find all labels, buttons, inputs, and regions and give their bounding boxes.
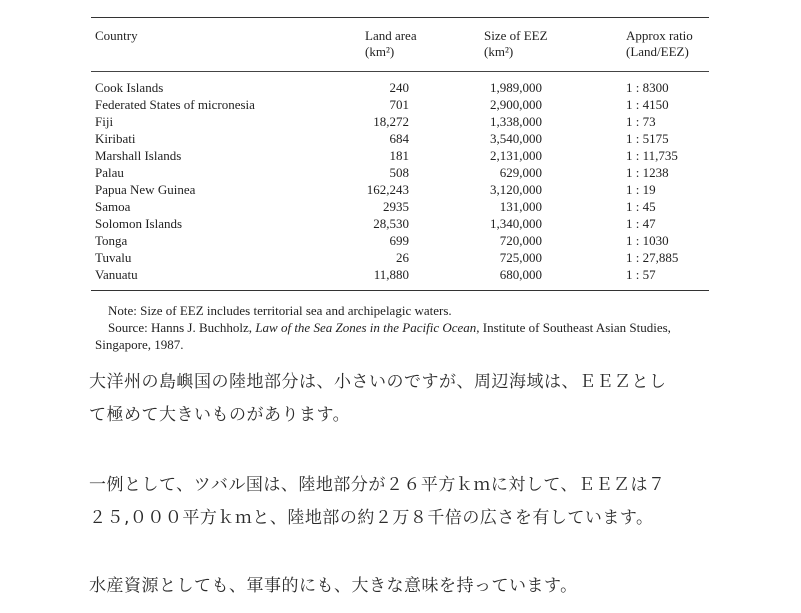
cell-land-area: 26 [396,250,409,265]
header-land-area: Land area (km²) [365,28,417,59]
header-eez: Size of EEZ (km²) [484,28,548,59]
cell-country: Cook Islands [95,80,164,95]
table-source-continued: Singapore, 1987. [95,337,184,352]
table-note: Note: Size of EEZ includes territorial sea and archipelagic waters. [108,303,452,318]
cell-land-area: 684 [389,131,409,146]
cell-ratio: 1 : 57 [626,267,656,282]
table-row [0,266,801,283]
cell-country: Tuvalu [95,250,132,265]
cell-country: Palau [95,165,124,180]
cell-ratio: 1 : 8300 [626,80,669,95]
cell-country: Vanuatu [95,267,138,282]
cell-eez: 3,120,000 [490,182,542,197]
table-top-rule [91,17,709,18]
cell-country: Federated States of micronesia [95,97,255,112]
cell-ratio: 1 : 19 [626,182,656,197]
cell-land-area: 508 [389,165,409,180]
cell-land-area: 2935 [383,199,409,214]
table-header-rule [91,71,709,72]
cell-country: Solomon Islands [95,216,183,231]
cell-eez: 680,000 [499,267,542,282]
header-country: Country [95,28,138,43]
cell-eez: 131,000 [499,199,542,214]
cell-ratio: 1 : 73 [626,114,656,129]
cell-eez: 2,900,000 [490,97,542,112]
table-bottom-rule [91,290,709,291]
cell-ratio: 1 : 4150 [626,97,669,112]
table-row [0,147,801,164]
cell-country: Samoa [95,199,131,214]
table-source: Source: Hanns J. Buchholz, Law of the Sea Zones in the Pacific Ocean, Institute of Southeast Asian Studies, [108,320,671,335]
cell-ratio: 1 : 1238 [626,165,669,180]
table-row [0,232,801,249]
table-row [0,130,801,147]
cell-ratio: 1 : 27,885 [626,250,679,265]
cell-eez: 725,000 [499,250,542,265]
cell-land-area: 28,530 [373,216,409,231]
cell-country: Papua New Guinea [95,182,196,197]
article-paragraph-3-line-1: 水産資源としても、軍事的にも、大きな意味を持っています。 [89,576,578,596]
cell-eez: 720,000 [499,233,542,248]
cell-land-area: 701 [389,97,409,112]
cell-land-area: 181 [389,148,409,163]
table-row [0,164,801,181]
cell-ratio: 1 : 11,735 [626,148,678,163]
cell-eez: 2,131,000 [490,148,542,163]
cell-country: Fiji [95,114,114,129]
cell-land-area: 699 [389,233,409,248]
article-paragraph-2-line-1: 一例として、ツバル国は、陸地部分が２６平方ｋｍに対して、ＥＥＺは７ [89,475,666,495]
table-row [0,249,801,266]
table-row [0,215,801,232]
table-row [0,113,801,130]
table-row [0,181,801,198]
cell-ratio: 1 : 45 [626,199,656,214]
article-paragraph-2-line-2: ２５,０００平方ｋｍと、陸地部の約２万８千倍の広さを有しています。 [89,508,654,528]
cell-land-area: 162,243 [366,182,409,197]
table-row [0,79,801,96]
cell-eez: 3,540,000 [490,131,542,146]
cell-eez: 1,989,000 [490,80,542,95]
cell-country: Tonga [95,233,128,248]
cell-ratio: 1 : 47 [626,216,656,231]
table-row [0,96,801,113]
cell-land-area: 240 [389,80,409,95]
cell-land-area: 18,272 [373,114,409,129]
cell-ratio: 1 : 1030 [626,233,669,248]
cell-land-area: 11,880 [373,267,409,282]
cell-country: Kiribati [95,131,136,146]
cell-eez: 1,338,000 [490,114,542,129]
table-row [0,198,801,215]
article-paragraph-1-line-2: て極めて大きいものがあります。 [89,405,351,425]
cell-ratio: 1 : 5175 [626,131,669,146]
cell-eez: 1,340,000 [490,216,542,231]
cell-eez: 629,000 [499,165,542,180]
article-paragraph-1-line-1: 大洋州の島嶼国の陸地部分は、小さいのですが、周辺海域は、ＥＥＺとし [89,372,667,392]
header-ratio: Approx ratio (Land/EEZ) [626,28,693,59]
cell-country: Marshall Islands [95,148,182,163]
